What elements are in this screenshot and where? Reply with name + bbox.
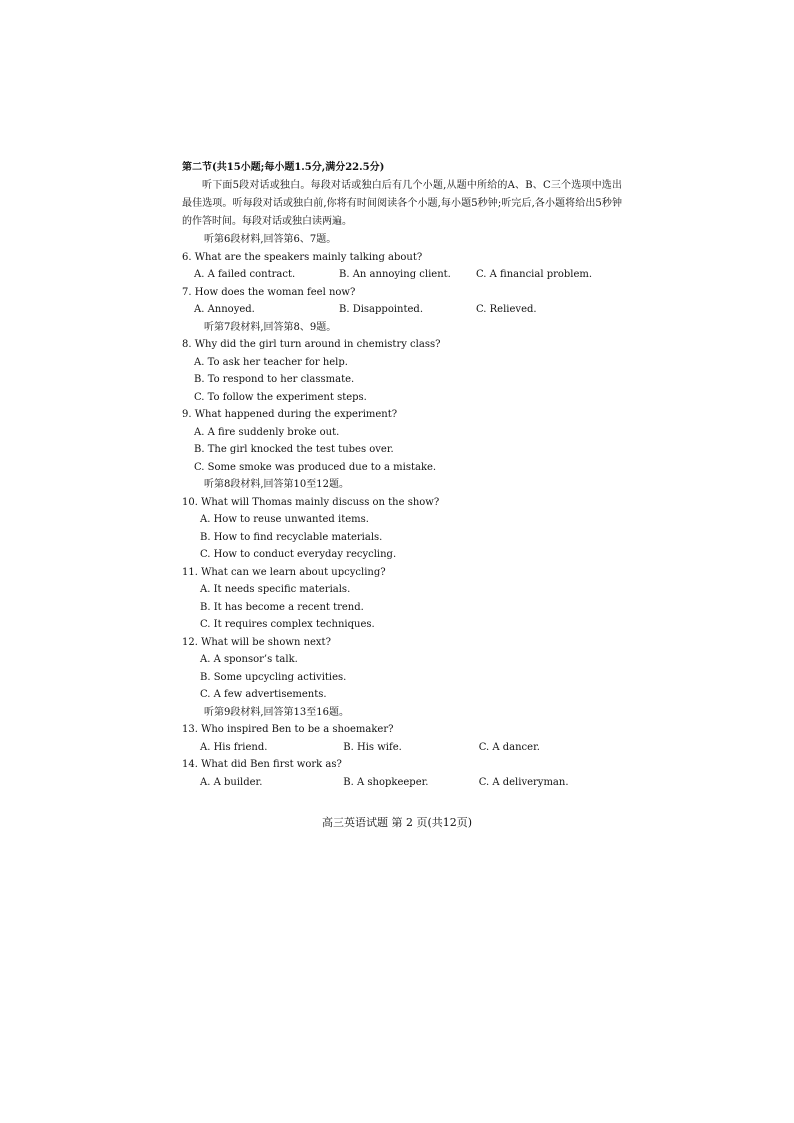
question-10 xyxy=(182,494,622,564)
option-c: C. Some smoke was produced due to a mistake. xyxy=(194,461,437,473)
option-b: B. To respond to her classmate. xyxy=(194,374,355,385)
question-6 xyxy=(182,249,622,284)
option-row xyxy=(182,266,622,284)
question-13 xyxy=(182,721,622,756)
option-a: A. A sponsor’s talk. xyxy=(200,654,298,665)
option-b: B. It has become a recent trend. xyxy=(200,601,364,613)
material-instruction-7: 听第7段材料,回答第8、9题。 xyxy=(204,321,337,333)
material-instruction-8: 听第8段材料,回答第10至12题。 xyxy=(204,479,349,490)
listening-section xyxy=(182,159,622,791)
option-a: A. How to reuse unwanted items. xyxy=(200,514,369,525)
option-b: B. An annoying client. xyxy=(339,269,451,280)
question-stem: 13. Who inspired Ben to be a shoemaker? xyxy=(182,724,394,735)
question-stem: 11. What can we learn about upcycling? xyxy=(182,566,386,578)
option-a: A. A failed contract. xyxy=(194,269,296,280)
option-a: A. His friend. xyxy=(200,741,268,753)
option-c: C. To follow the experiment steps. xyxy=(194,391,367,403)
option-c: C. A few advertisements. xyxy=(200,689,327,700)
option-a: A. Annoyed. xyxy=(194,304,255,315)
question-8 xyxy=(182,336,622,406)
option-b: B. His wife. xyxy=(343,741,402,753)
section-title: 第二节(共15小题;每小题1.5分,满分22.5分) xyxy=(182,162,385,173)
option-a: A. A fire suddenly broke out. xyxy=(194,426,340,438)
section-instructions: 听下面5段对话或独白。每段对话或独白后有几个小题,从题中所给的A、B、C三个选项中选出最佳选项。听每段对话或独白前,你将有时间阅读各个小题,每小题5秒钟;听完后,各小题将给出5秒钟的作答时间。每段对话或独白读两遍。 xyxy=(182,180,622,227)
question-stem: 6. What are the speakers mainly talking about? xyxy=(182,251,423,263)
question-14 xyxy=(182,756,622,791)
question-stem: 7. How does the woman feel now? xyxy=(182,286,356,298)
option-c: C. A deliveryman. xyxy=(478,776,569,788)
option-c: C. How to conduct everyday recycling. xyxy=(200,549,397,560)
option-a: A. To ask her teacher for help. xyxy=(194,356,348,368)
question-stem: 14. What did Ben first work as? xyxy=(182,759,342,770)
option-c: C. Relieved. xyxy=(476,304,537,315)
option-c: C. A financial problem. xyxy=(476,269,593,280)
material-instruction-6: 听第6段材料,回答第6、7题。 xyxy=(204,234,337,245)
page-footer: 高三英语试题 第 2 页(共12页) xyxy=(321,816,473,829)
question-stem: 10. What will Thomas mainly discuss on the show? xyxy=(182,496,440,508)
option-row xyxy=(182,739,622,757)
question-stem: 12. What will be shown next? xyxy=(182,636,331,648)
option-row xyxy=(182,301,622,319)
material-instruction-9: 听第9段材料,回答第13至16题。 xyxy=(204,706,349,718)
question-12 xyxy=(182,634,622,704)
question-9 xyxy=(182,406,622,476)
question-stem: 8. Why did the girl turn around in chemistry class? xyxy=(182,339,441,350)
option-b: B. Disappointed. xyxy=(339,304,423,315)
option-a: A. It needs specific materials. xyxy=(200,584,351,595)
option-b: B. The girl knocked the test tubes over. xyxy=(194,444,394,455)
question-7 xyxy=(182,284,622,319)
option-b: B. A shopkeeper. xyxy=(343,776,429,788)
option-c: C. It requires complex techniques. xyxy=(200,619,375,630)
option-a: A. A builder. xyxy=(200,776,263,788)
option-c: C. A dancer. xyxy=(478,741,540,753)
option-row xyxy=(182,774,622,792)
question-11 xyxy=(182,564,622,634)
option-b: B. Some upcycling activities. xyxy=(200,671,347,683)
question-stem: 9. What happened during the experiment? xyxy=(182,409,398,420)
option-b: B. How to find recyclable materials. xyxy=(200,531,383,543)
